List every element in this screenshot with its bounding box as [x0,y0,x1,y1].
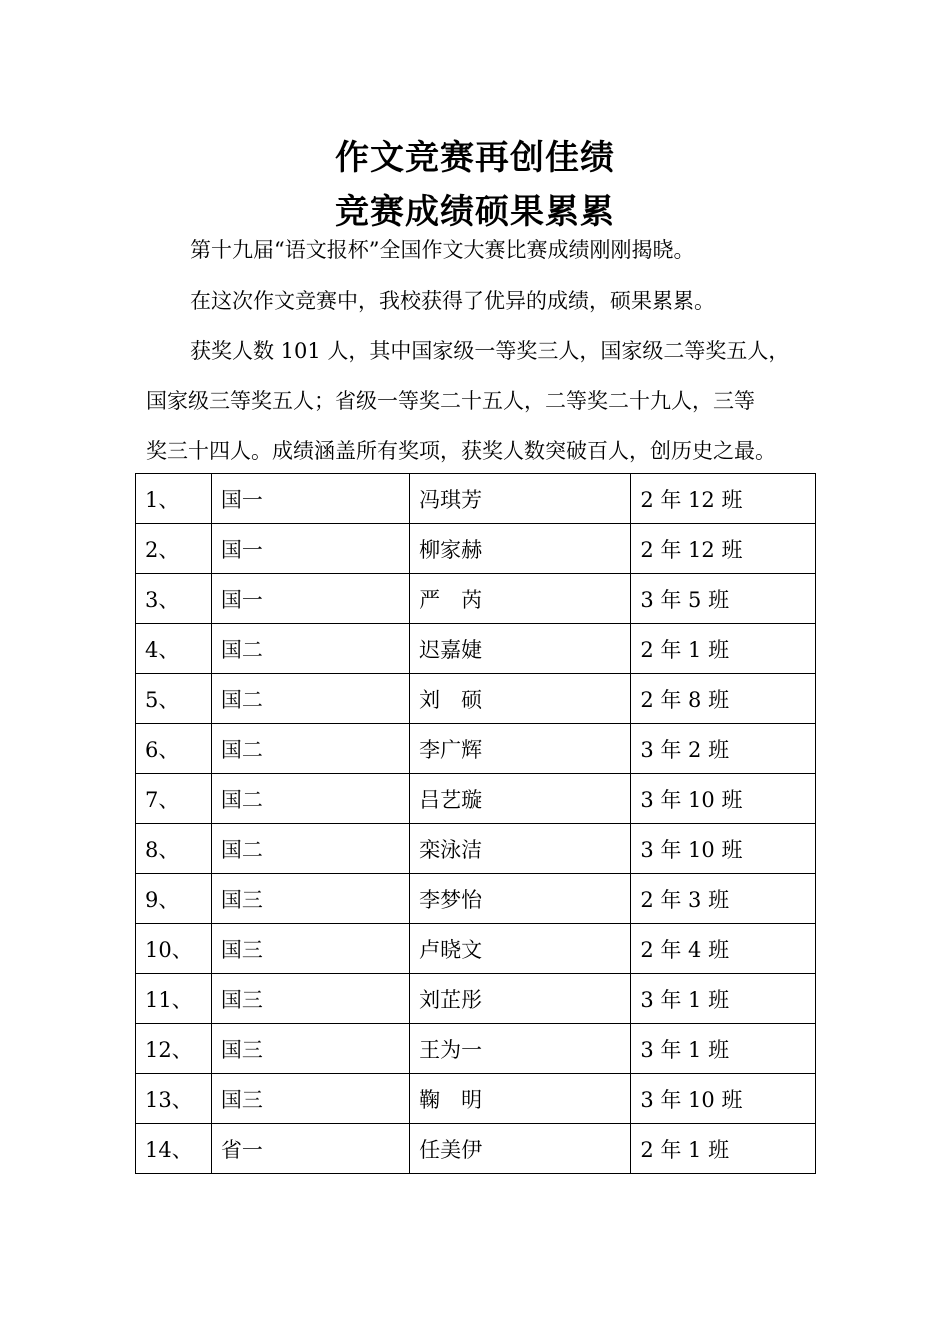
student-class-cell: 2 年 1 班 [631,1124,816,1174]
row-number-cell: 12、 [136,1024,212,1074]
student-name-cell: 王为一 [410,1024,631,1074]
student-name-cell: 栾泳洁 [410,824,631,874]
award-level-cell: 国二 [211,674,409,724]
award-level-cell: 国三 [211,874,409,924]
student-name-cell: 卢晓文 [410,924,631,974]
student-class-cell: 2 年 12 班 [631,524,816,574]
row-number-cell: 8、 [136,824,212,874]
student-name-cell: 吕艺璇 [410,774,631,824]
student-class-cell: 3 年 2 班 [631,724,816,774]
row-number-cell: 2、 [136,524,212,574]
student-name-cell: 鞠 明 [410,1074,631,1124]
paragraph-stats-line-3: 奖三十四人。成绩涵盖所有奖项，获奖人数突破百人，创历史之最。 [146,439,776,463]
student-class-cell: 3 年 5 班 [631,574,816,624]
table-row [136,974,816,1024]
row-number-cell: 13、 [136,1074,212,1124]
table-row [136,824,816,874]
award-level-cell: 国二 [211,824,409,874]
table-row [136,674,816,724]
student-name-cell: 刘 硕 [410,674,631,724]
paragraph-achievement: 在这次作文竞赛中，我校获得了优异的成绩，硕果累累。 [190,289,715,313]
row-number-cell: 7、 [136,774,212,824]
award-level-cell: 国一 [211,524,409,574]
paragraph-announcement: 第十九届“语文报杯”全国作文大赛比赛成绩刚刚揭晓。 [190,238,695,262]
table-row [136,524,816,574]
table-row [136,774,816,824]
award-level-cell: 国一 [211,574,409,624]
table-row [136,574,816,624]
student-name-cell: 严 芮 [410,574,631,624]
award-level-cell: 国三 [211,974,409,1024]
award-table-body [136,474,816,1174]
table-row [136,1124,816,1174]
student-class-cell: 2 年 1 班 [631,624,816,674]
student-name-cell: 任美伊 [410,1124,631,1174]
table-row [136,874,816,924]
table-row [136,1024,816,1074]
student-name-cell: 柳家赫 [410,524,631,574]
award-level-cell: 国三 [211,1024,409,1074]
paragraph-stats-line-1: 获奖人数 101 人，其中国家级一等奖三人，国家级二等奖五人， [190,339,790,363]
award-level-cell: 国三 [211,924,409,974]
row-number-cell: 9、 [136,874,212,924]
student-class-cell: 2 年 4 班 [631,924,816,974]
student-name-cell: 刘芷彤 [410,974,631,1024]
student-name-cell: 迟嘉婕 [410,624,631,674]
paragraph-stats-line-2: 国家级三等奖五人；省级一等奖二十五人，二等奖二十九人，三等 [146,389,755,413]
title-line-1: 作文竞赛再创佳绩 [335,138,615,178]
student-class-cell: 2 年 12 班 [631,474,816,524]
student-name-cell: 冯琪芳 [410,474,631,524]
award-level-cell: 国二 [211,724,409,774]
award-level-cell: 国三 [211,1074,409,1124]
student-class-cell: 3 年 10 班 [631,824,816,874]
table-row [136,624,816,674]
row-number-cell: 14、 [136,1124,212,1174]
table-row [136,1074,816,1124]
award-level-cell: 国二 [211,624,409,674]
row-number-cell: 10、 [136,924,212,974]
row-number-cell: 6、 [136,724,212,774]
row-number-cell: 11、 [136,974,212,1024]
table-row [136,724,816,774]
table-row [136,474,816,524]
student-class-cell: 2 年 3 班 [631,874,816,924]
row-number-cell: 4、 [136,624,212,674]
row-number-cell: 5、 [136,674,212,724]
award-level-cell: 国一 [211,474,409,524]
award-table [135,473,816,1174]
student-class-cell: 3 年 10 班 [631,774,816,824]
row-number-cell: 3、 [136,574,212,624]
row-number-cell: 1、 [136,474,212,524]
title-line-2: 竞赛成绩硕果累累 [335,192,615,232]
student-name-cell: 李广辉 [410,724,631,774]
table-row [136,924,816,974]
student-class-cell: 3 年 1 班 [631,1024,816,1074]
award-level-cell: 省一 [211,1124,409,1174]
student-class-cell: 3 年 1 班 [631,974,816,1024]
award-level-cell: 国二 [211,774,409,824]
student-class-cell: 3 年 10 班 [631,1074,816,1124]
student-class-cell: 2 年 8 班 [631,674,816,724]
student-name-cell: 李梦怡 [410,874,631,924]
